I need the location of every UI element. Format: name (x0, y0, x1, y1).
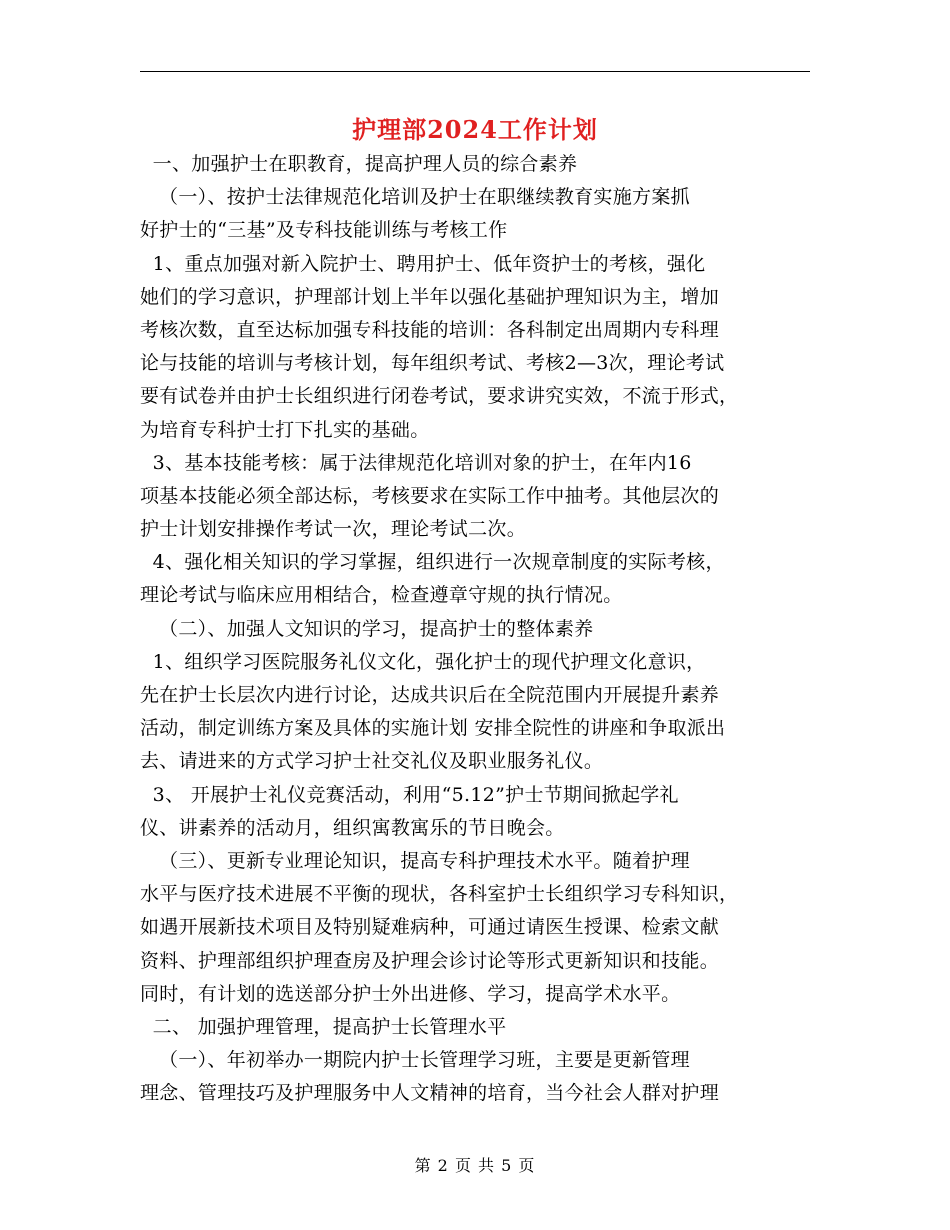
page-footer: 第 2 页 共 5 页 (414, 1156, 536, 1175)
text-line: （一）、年初举办一期院内护士长管理学习班，主要是更新管理 (140, 1049, 690, 1072)
text-line: 好护士的“三基”及专科技能训练与考核工作 (140, 219, 508, 242)
text-line: 活动，制定训练方案及具体的实施计划 安排全院性的讲座和争取派出 (140, 717, 726, 740)
text-line: 4、强化相关知识的学习掌握，组织进行一次规章制度的实际考核， (140, 551, 725, 574)
text-line: 先在护士长层次内进行讨论，达成共识后在全院范围内开展提升素养 (140, 684, 720, 706)
text-line: （三）、更新专业理论知识，提高专科护理技术水平。随着护理 (140, 849, 690, 872)
text-line: 她们的学习意识，护理部计划上半年以强化基础护理知识为主，增加 (140, 285, 720, 308)
text-line: （二）、加强人文知识的学习，提高护士的整体素养 (140, 617, 594, 640)
text-line: 理念、管理技巧及护理服务中人文精神的培育，当今社会人群对护理 (140, 1082, 720, 1105)
text-line: 项基本技能必须全部达标，考核要求在实际工作中抽考。其他层次的 (140, 484, 720, 507)
text-line: 3、基本技能考核：属于法律规范化培训对象的护士，在年内16 (140, 451, 692, 474)
document-body (140, 148, 810, 1110)
text-line: 一、加强护士在职教育，提高护理人员的综合素养 (140, 153, 578, 175)
text-line: 资料、护理部组织护理查房及护理会诊讨论等形式更新知识和技能。 (140, 949, 720, 972)
text-line: （一）、按护士法律规范化培训及护士在职继续教育实施方案抓 (140, 186, 690, 209)
text-line: 理论考试与临床应用相结合，检查遵章守规的执行情况。 (140, 584, 623, 607)
text-line: 1、组织学习医院服务礼仪文化，强化护士的现代护理文化意识， (140, 650, 706, 673)
text-line: 要有试卷并由护士长组织进行闭卷考试，要求讲究实效，不流于形式， (140, 385, 739, 408)
text-line: 仪、讲素养的活动月，组织寓教寓乐的节日晚会。 (140, 816, 565, 839)
text-line: 论与技能的培训与考核计划，每年组织考试、考核2—3次，理论考试 (140, 352, 725, 375)
text-line: 二、 加强护理管理，提高护士长管理水平 (140, 1015, 507, 1038)
text-line: 护士计划安排操作考试一次，理论考试二次。 (140, 518, 527, 541)
text-line: 如遇开展新技术项目及特别疑难病种，可通过请医生授课、检索文献 (140, 916, 720, 939)
document-title: 护理部2024工作计划 (352, 115, 598, 144)
text-line: 同时，有计划的选送部分护士外出进修、学习，提高学术水平。 (140, 982, 681, 1005)
text-line: 1、重点加强对新入院护士、聘用护士、低年资护士的考核，强化 (140, 252, 706, 275)
header-rule (140, 71, 810, 72)
text-line: 去、请进来的方式学习护士社交礼仪及职业服务礼仪。 (140, 750, 604, 773)
text-line: 水平与医疗技术进展不平衡的现状，各科室护士长组织学习专科知识， (140, 883, 739, 906)
text-line: 为培育专科护士打下扎实的基础。 (140, 418, 430, 441)
text-line: 3、 开展护士礼仪竞赛活动，利用“5.12”护士节期间掀起学礼 (140, 783, 679, 806)
text-line: 考核次数，直至达标加强专科技能的培训：各科制定出周期内专科理 (140, 318, 720, 341)
